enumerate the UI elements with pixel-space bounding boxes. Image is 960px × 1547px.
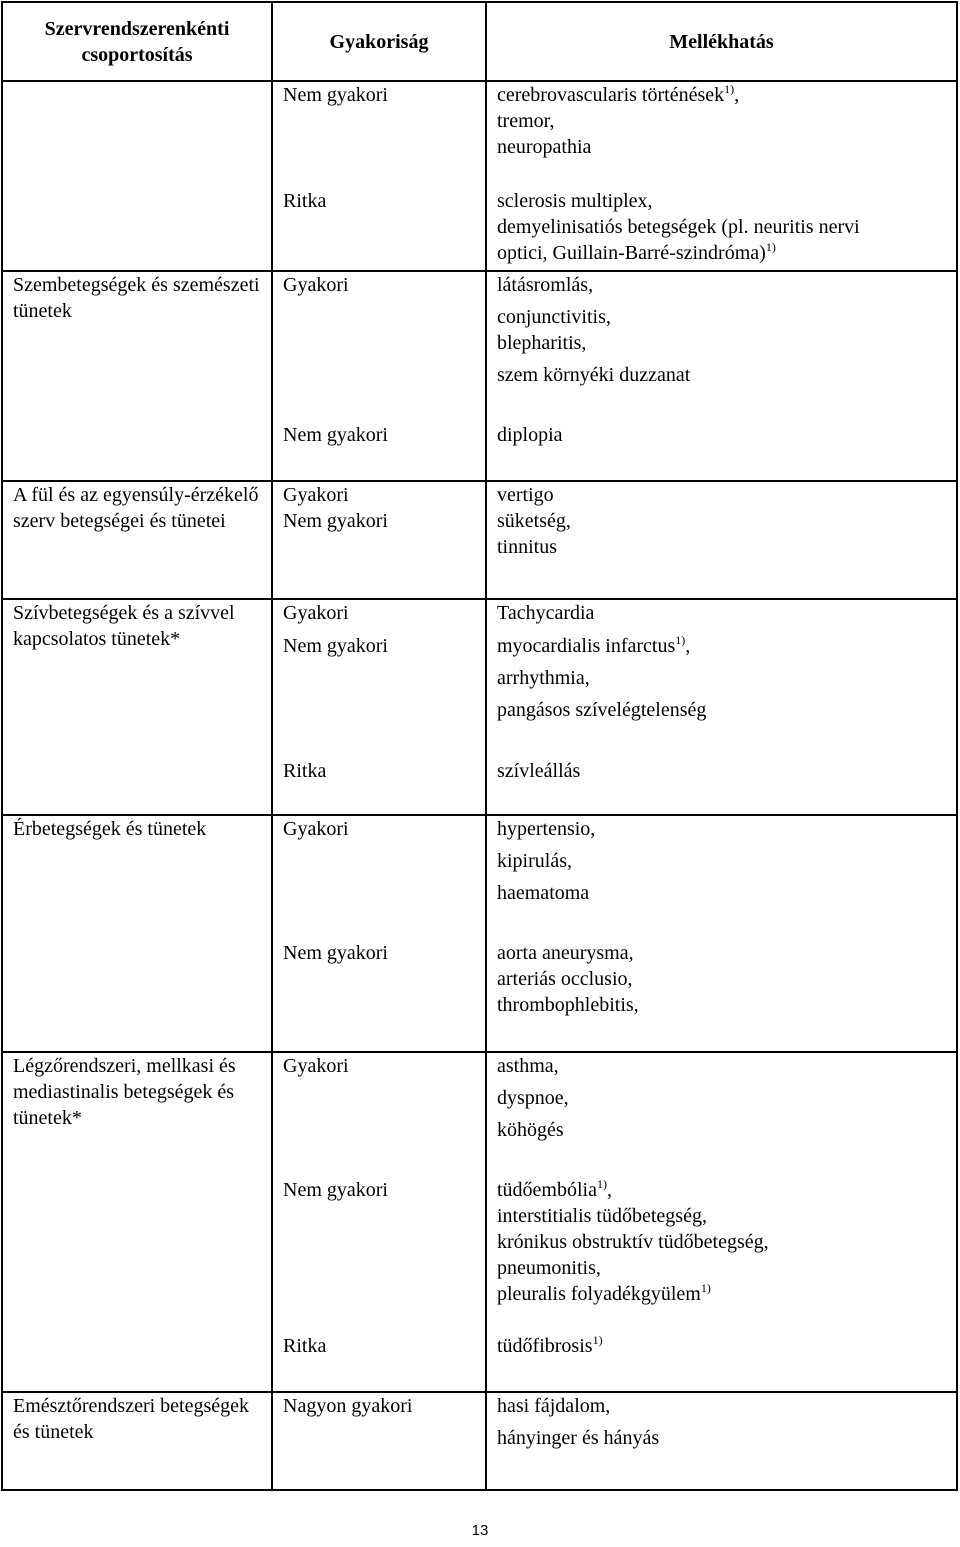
organ-class-cell: Emésztőrendszeri betegségek és tünetek — [2, 1392, 272, 1490]
frequency-value: Nem gyakori — [283, 635, 388, 657]
adverse-effect: pleuralis folyadékgyülem$^{1)}$ — [497, 1281, 711, 1305]
frequency-value: Gyakori — [283, 818, 349, 840]
header-organ-class: Szervrendszerenkénti csoportosítás — [2, 2, 272, 81]
adverse-effect-cell — [486, 1052, 957, 1392]
organ-class-cell — [2, 81, 272, 271]
adverse-effect: haematoma — [497, 882, 590, 904]
adverse-effect: blepharitis, — [497, 332, 587, 354]
adverse-effect: köhögés — [497, 1119, 564, 1141]
adverse-effect-cell — [486, 1392, 957, 1490]
adverse-effect: myocardialis infarctus$^{1)}$, — [497, 633, 691, 657]
adverse-effect: tinnitus — [497, 536, 558, 558]
frequency-cell — [272, 271, 486, 481]
adverse-effect-cell — [486, 481, 957, 599]
organ-class-cell: Szívbetegségek és a szívvel kapcsolatos tünetek* — [2, 599, 272, 815]
adverse-effects-table — [1, 1, 958, 1491]
adverse-effect: dyspnoe, — [497, 1087, 569, 1109]
frequency-value: Nem gyakori — [283, 510, 388, 532]
adverse-effect: sclerosis multiplex, — [497, 190, 653, 212]
adverse-effect: optici, Guillain-Barré-szindróma)$^{1)}$ — [497, 240, 776, 264]
frequency-value: Ritka — [283, 190, 327, 212]
adverse-effect: látásromlás, — [497, 274, 594, 296]
frequency-value: Ritka — [283, 1335, 327, 1357]
adverse-effect: aorta aneurysma, — [497, 942, 634, 964]
frequency-value: Nem gyakori — [283, 942, 388, 964]
adverse-effect: diplopia — [497, 424, 563, 446]
table-row — [2, 815, 957, 1052]
adverse-effect: interstitialis tüdőbetegség, — [497, 1205, 707, 1227]
organ-class-cell: Légzőrendszeri, mellkasi és mediastinalis betegségek és tünetek* — [2, 1052, 272, 1392]
frequency-value: Gyakori — [283, 484, 349, 506]
frequency-value: Nem gyakori — [283, 424, 388, 446]
adverse-effect: tüdőfibrosis$^{1)}$ — [497, 1333, 603, 1357]
adverse-effect: vertigo — [497, 484, 554, 506]
table-row — [2, 81, 957, 271]
adverse-effect-cell — [486, 271, 957, 481]
adverse-effect-cell — [486, 599, 957, 815]
table-row — [2, 1052, 957, 1392]
adverse-effect: szem környéki duzzanat — [497, 364, 691, 386]
adverse-effect: conjunctivitis, — [497, 306, 611, 328]
adverse-effect: asthma, — [497, 1055, 559, 1077]
frequency-value: Nagyon gyakori — [283, 1395, 413, 1417]
organ-class-cell: Szembetegségek és szemészeti tünetek — [2, 271, 272, 481]
frequency-cell — [272, 599, 486, 815]
organ-class-cell: Érbetegségek és tünetek — [2, 815, 272, 1052]
frequency-cell — [272, 1052, 486, 1392]
adverse-effect: pangásos szívelégtelenség — [497, 699, 707, 721]
adverse-effect: demyelinisatiós betegségek (pl. neuritis nervi — [497, 216, 860, 238]
adverse-effect: krónikus obstruktív tüdőbetegség, — [497, 1231, 769, 1253]
adverse-effect: tüdőembólia$^{1)}$, — [497, 1177, 612, 1201]
page-number: 13 — [471, 1522, 489, 1539]
table-row — [2, 481, 957, 599]
adverse-effect: hányinger és hányás — [497, 1427, 660, 1449]
adverse-effect: thrombophlebitis, — [497, 994, 639, 1016]
adverse-effect: Tachycardia — [497, 602, 595, 624]
adverse-effect: hasi fájdalom, — [497, 1395, 611, 1417]
adverse-effect: pneumonitis, — [497, 1257, 601, 1279]
frequency-value: Ritka — [283, 760, 327, 782]
frequency-cell — [272, 1392, 486, 1490]
adverse-effect: hypertensio, — [497, 818, 596, 840]
adverse-effect-cell — [486, 81, 957, 271]
frequency-cell — [272, 481, 486, 599]
frequency-cell — [272, 81, 486, 271]
adverse-effect: kipirulás, — [497, 850, 572, 872]
adverse-effect: süketség, — [497, 510, 571, 532]
header-row — [2, 2, 957, 81]
header-frequency: Gyakoriság — [272, 2, 486, 81]
adverse-effect: tremor, — [497, 110, 555, 132]
adverse-effect: arteriás occlusio, — [497, 968, 633, 990]
frequency-value: Gyakori — [283, 274, 349, 296]
frequency-value: Nem gyakori — [283, 84, 388, 106]
adverse-effect: arrhythmia, — [497, 667, 590, 689]
frequency-value: Gyakori — [283, 602, 349, 624]
table-row — [2, 271, 957, 481]
adverse-effect-cell — [486, 815, 957, 1052]
frequency-value: Gyakori — [283, 1055, 349, 1077]
header-adverse-effect: Mellékhatás — [486, 2, 957, 81]
frequency-value: Nem gyakori — [283, 1179, 388, 1201]
adverse-effect: neuropathia — [497, 136, 592, 158]
adverse-effect: cerebrovascularis történések$^{1)}$, — [497, 82, 740, 106]
adverse-effect: szívleállás — [497, 760, 581, 782]
frequency-cell — [272, 815, 486, 1052]
organ-class-cell: A fül és az egyensúly-érzékelő szerv betegségei és tünetei — [2, 481, 272, 599]
table-row — [2, 599, 957, 815]
table-row — [2, 1392, 957, 1490]
